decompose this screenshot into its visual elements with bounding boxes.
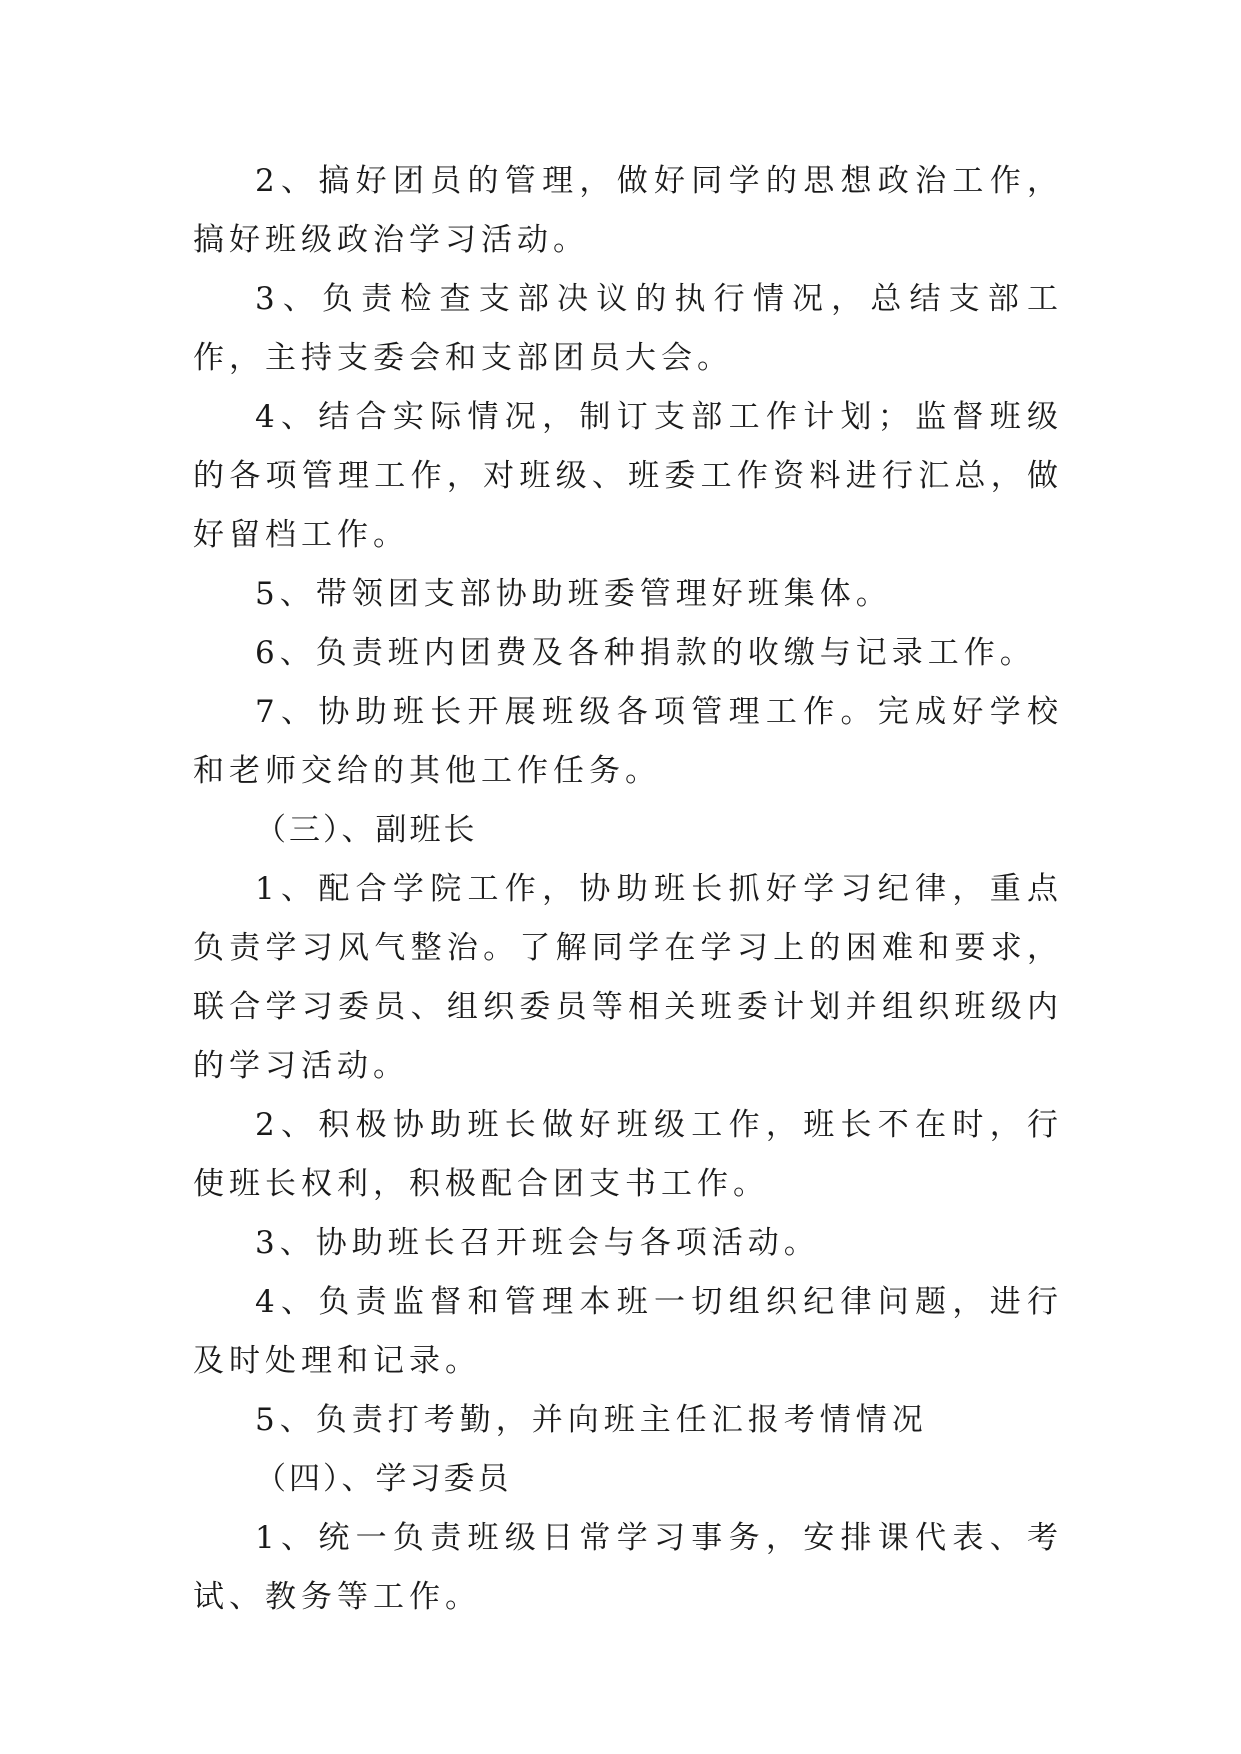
section-heading-study-committee: （四）、学习委员	[255, 1461, 512, 1497]
list-item: 1、统一负责班级日常学习事务，安排课代表、考试、教务等工作。	[193, 1520, 1063, 1615]
list-item: 3、负责检查支部决议的执行情况，总结支部工作，主持支委会和支部团员大会。	[193, 281, 1063, 376]
section-heading-vice-monitor: （三）、副班长	[255, 812, 478, 848]
list-item: 5、带领团支部协助班委管理好班集体。	[255, 576, 892, 612]
list-item: 2、积极协助班长做好班级工作，班长不在时，行使班长权利，积极配合团支书工作。	[193, 1107, 1063, 1202]
document-body	[193, 152, 1063, 1627]
list-item: 6、负责班内团费及各种捐款的收缴与记录工作。	[255, 635, 1036, 671]
list-item: 3、协助班长召开班会与各项活动。	[255, 1225, 820, 1261]
list-item: 7、协助班长开展班级各项管理工作。完成好学校和老师交给的其他工作任务。	[193, 694, 1063, 789]
list-item: 1、配合学院工作，协助班长抓好学习纪律，重点负责学习风气整治。了解同学在学习上的困难和要求，联合学习委员、组织委员等相关班委计划并组织班级内的学习活动。	[193, 871, 1063, 1084]
list-item: 5、负责打考勤，并向班主任汇报考情情况	[255, 1402, 928, 1438]
list-item: 4、负责监督和管理本班一切组织纪律问题，进行及时处理和记录。	[193, 1284, 1063, 1379]
list-item: 2、搞好团员的管理，做好同学的思想政治工作，搞好班级政治学习活动。	[193, 163, 1063, 258]
list-item: 4、结合实际情况，制订支部工作计划；监督班级的各项管理工作，对班级、班委工作资料进行汇总，做好留档工作。	[193, 399, 1063, 553]
